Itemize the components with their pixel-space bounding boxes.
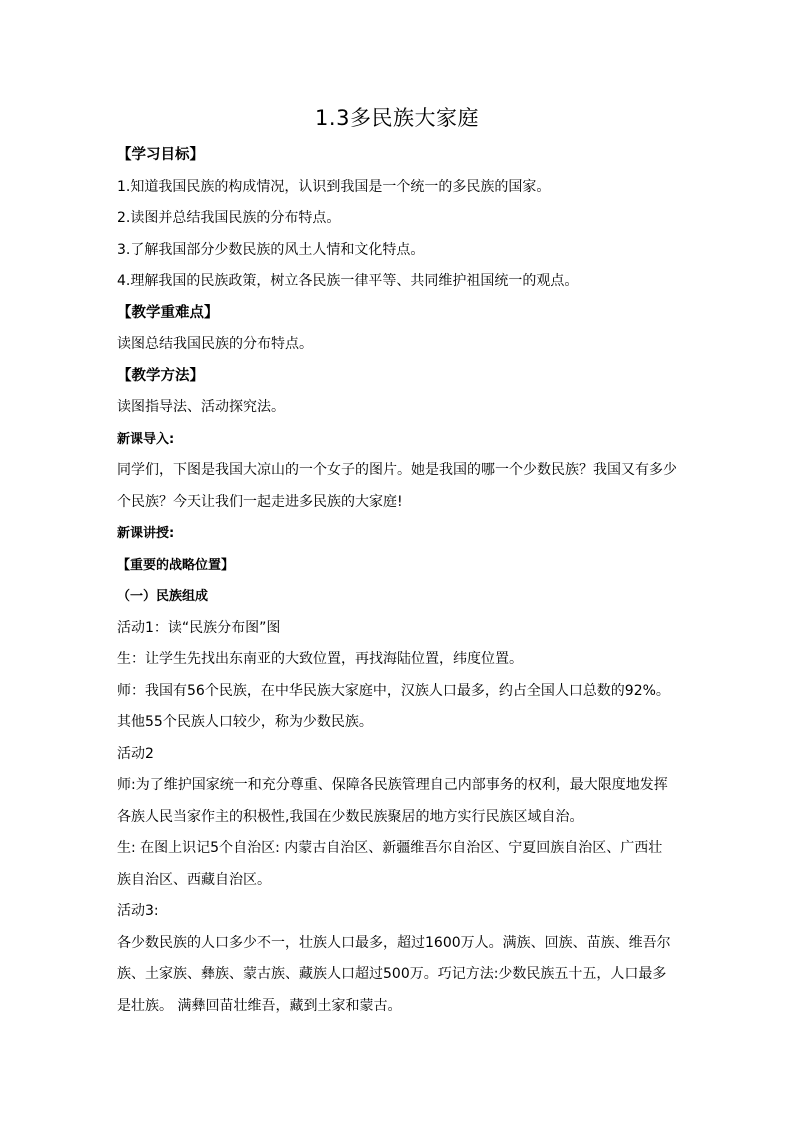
section-heading-new-lesson: 新课讲授: [117,526,175,541]
goal-item-2: 2.读图并总结我国民族的分布特点。 [117,210,341,226]
subsection-heading-ethnic-composition: （一）民族组成 [117,589,209,604]
activity-2-student-line-1: 生: 在图上识记5个自治区: 内蒙古自治区、新疆维吾尔自治区、宁夏回族自治区、广西壮 [117,840,663,856]
activity-1-student-text: 生：让学生先找出东南亚的大致位置，再找海陆位置，纬度位置。 [117,651,523,667]
goal-item-3: 3.了解我国部分少数民族的风土人情和文化特点。 [117,241,425,258]
document-body [117,140,687,1022]
section-heading-key-points: 【教学重难点】 [117,304,219,321]
activity-3-text-line-3: 是壮族。 满彝回苗壮维吾，藏到土家和蒙古。 [117,997,402,1014]
section-heading-teaching-methods: 【教学方法】 [117,367,204,384]
section-heading-learning-goals: 【学习目标】 [117,147,204,163]
goal-item-4: 4.理解我国的民族政策，树立各民族一律平等、共同维护祖国统一的观点。 [117,273,579,289]
introduction-paragraph-line-2: 个民族？今天让我们一起走进多民族的大家庭! [117,493,403,510]
activity-3-text-line-1: 各少数民族的人口多少不一，壮族人口最多，超过1600万人。满族、回族、苗族、维吾尔 [117,934,671,951]
goal-item-1: 1.知道我国民族的构成情况，认识到我国是一个统一的多民族的国家。 [117,178,551,195]
section-heading-strategic-location: 【重要的战略位置】 [117,557,235,573]
activity-1-teacher-line-2: 其他55个民族人口较少，称为少数民族。 [117,714,373,730]
section-heading-introduction: 新课导入: [117,431,175,447]
activity-2-teacher-line-1: 师:为了维护国家统一和充分尊重、保障各民族管理自己内部事务的权利，最大限度地发挥 [117,777,668,793]
activity-2-student-line-2: 族自治区、西藏自治区。 [117,871,271,888]
activity-1-teacher-line-1: 师：我国有56个民族，在中华民族大家庭中，汉族人口最多，约占全国人口总数的92%。 [117,682,670,699]
document-title: 1.3多民族大家庭 [315,106,479,130]
teaching-methods-text: 读图指导法、活动探究法。 [117,399,285,415]
activity-2-title: 活动2 [117,745,154,762]
activity-1-title: 活动1：读“民族分布图”图 [117,619,281,636]
key-points-text: 读图总结我国民族的分布特点。 [117,336,313,352]
introduction-paragraph-line-1: 同学们，下图是我国大凉山的一个女子的图片。她是我国的哪一个少数民族？我国又有多少 [117,462,677,478]
activity-3-title: 活动3: [117,903,159,919]
activity-2-teacher-line-2: 各族人民当家作主的积极性,我国在少数民族聚居的地方实行民族区域自治。 [117,808,584,825]
activity-3-text-line-2: 族、土家族、彝族、蒙古族、藏族人口超过500万。巧记方法:少数民族五十五，人口最多 [117,966,667,982]
